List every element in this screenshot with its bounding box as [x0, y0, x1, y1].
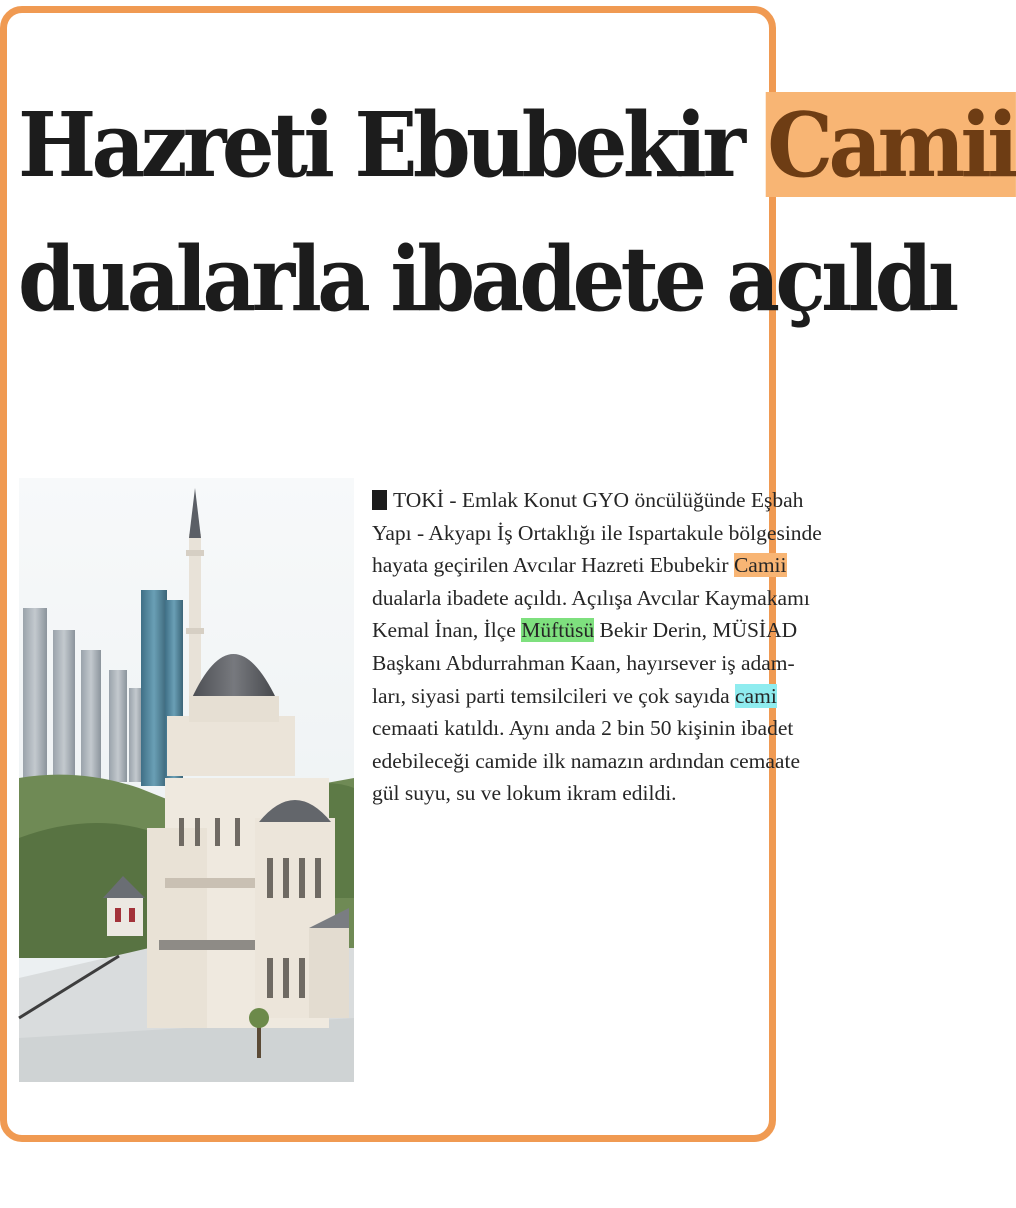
article-line: Başkanı Abdurrahman Kaan, hayırsever iş adam- [372, 650, 795, 675]
headline-text: Hazreti Ebubekir [18, 92, 766, 197]
article-line: dualarla ibadete açıldı. Açılışa Avcılar Kaymakamı [372, 585, 810, 610]
highlight-cami: cami [735, 683, 777, 708]
article-line: Yapı - Akyapı İş Ortaklığı ile Ispartakule bölgesinde [372, 520, 822, 545]
mosque-photo [19, 478, 354, 1082]
headline-highlight-camii: Camii [767, 92, 1015, 197]
article-line: cemaati katıldı. Aynı anda 2 bin 50 kişinin ibadet [372, 716, 794, 741]
headline [18, 78, 1015, 346]
highlight-muftusu: Müftüsü [521, 618, 595, 643]
article-line: Kemal İnan, İlçe Müftüsü Bekir Derin, MÜSİAD [372, 618, 798, 643]
article-line: hayata geçirilen Avcılar Hazreti Ebubekir Camii [372, 553, 787, 578]
headline-line-1 [18, 78, 1015, 212]
article-line: edebileceği camide ilk namazın ardından cemaate [372, 748, 800, 773]
article-line: ları, siyasi parti temsilcileri ve çok sayıda cami [372, 683, 777, 708]
headline-line-2: dualarla ibadete açıldı [18, 226, 955, 331]
article-line: gül suyu, su ve lokum ikram edildi. [372, 781, 677, 806]
article-line: TOKİ - Emlak Konut GYO öncülüğünde Eşbah [372, 484, 758, 517]
article-body [372, 484, 822, 810]
bullet-square-icon [372, 490, 387, 510]
highlight-camii: Camii [733, 553, 787, 578]
